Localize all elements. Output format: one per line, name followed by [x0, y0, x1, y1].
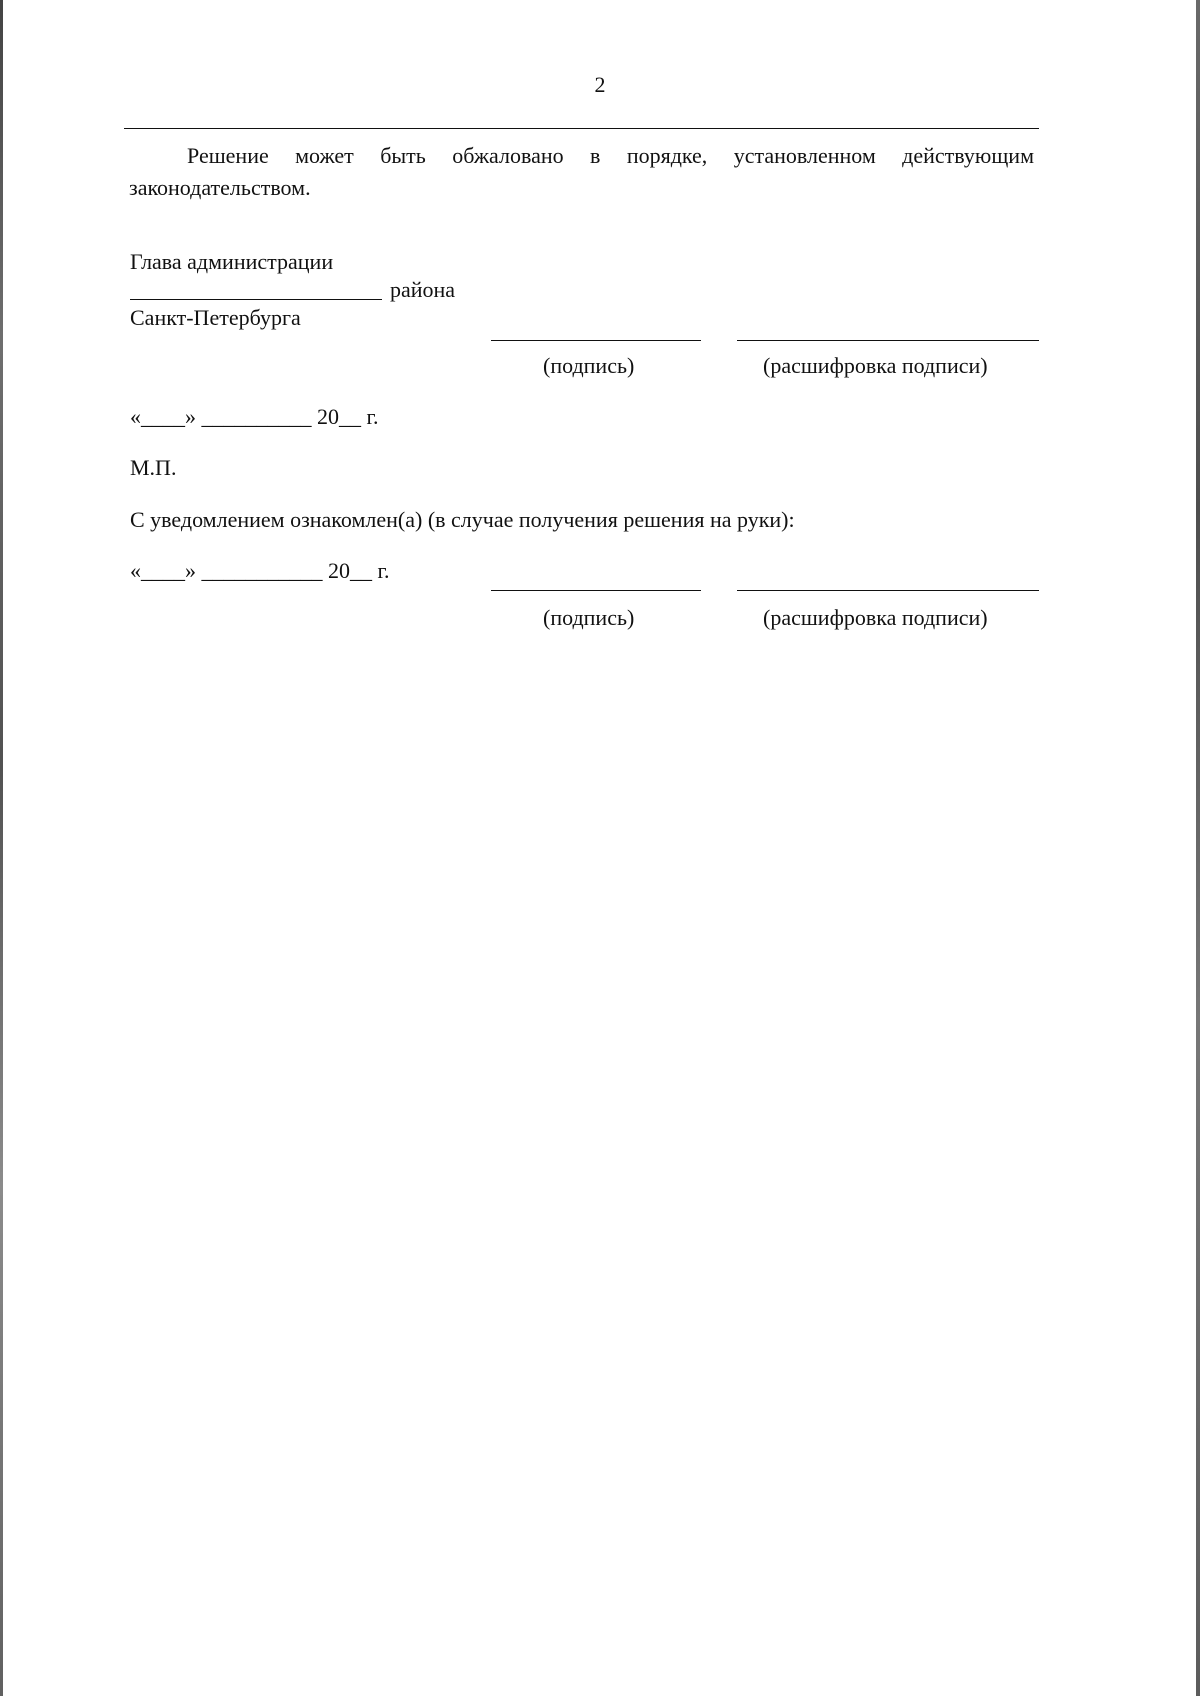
seal-mark: М.П.	[130, 455, 177, 480]
scan-edge-right	[1196, 0, 1200, 1696]
signatory-title: Глава администрации	[130, 249, 334, 274]
recipient-decoding-caption: (расшифровка подписи)	[763, 605, 988, 630]
page-number: 2	[594, 72, 606, 97]
scan-edge-left	[0, 0, 3, 1696]
signatory-city: Санкт-Петербурга	[130, 305, 301, 330]
signature-decoding-blank-line	[737, 340, 1039, 341]
signatory-district-label: района	[390, 277, 456, 302]
header-divider	[124, 128, 1039, 129]
recipient-signature-blank-line	[491, 590, 701, 591]
recipient-decoding-blank-line	[737, 590, 1039, 591]
district-blank-line	[130, 299, 382, 300]
acknowledgement-text: С уведомлением ознакомлен(а) (в случае получения решения на руки):	[130, 507, 795, 532]
date-line-signatory: «____» __________ 20__ г.	[130, 404, 379, 429]
appeal-notice-paragraph: Решение может быть обжаловано в порядке, установленном действующим законодательством.	[129, 143, 1034, 200]
signature-decoding-caption: (расшифровка подписи)	[763, 353, 988, 378]
date-line-recipient: «____» ___________ 20__ г.	[130, 558, 390, 583]
signature-caption: (подпись)	[543, 353, 635, 378]
signature-blank-line	[491, 340, 701, 341]
recipient-signature-caption: (подпись)	[543, 605, 635, 630]
